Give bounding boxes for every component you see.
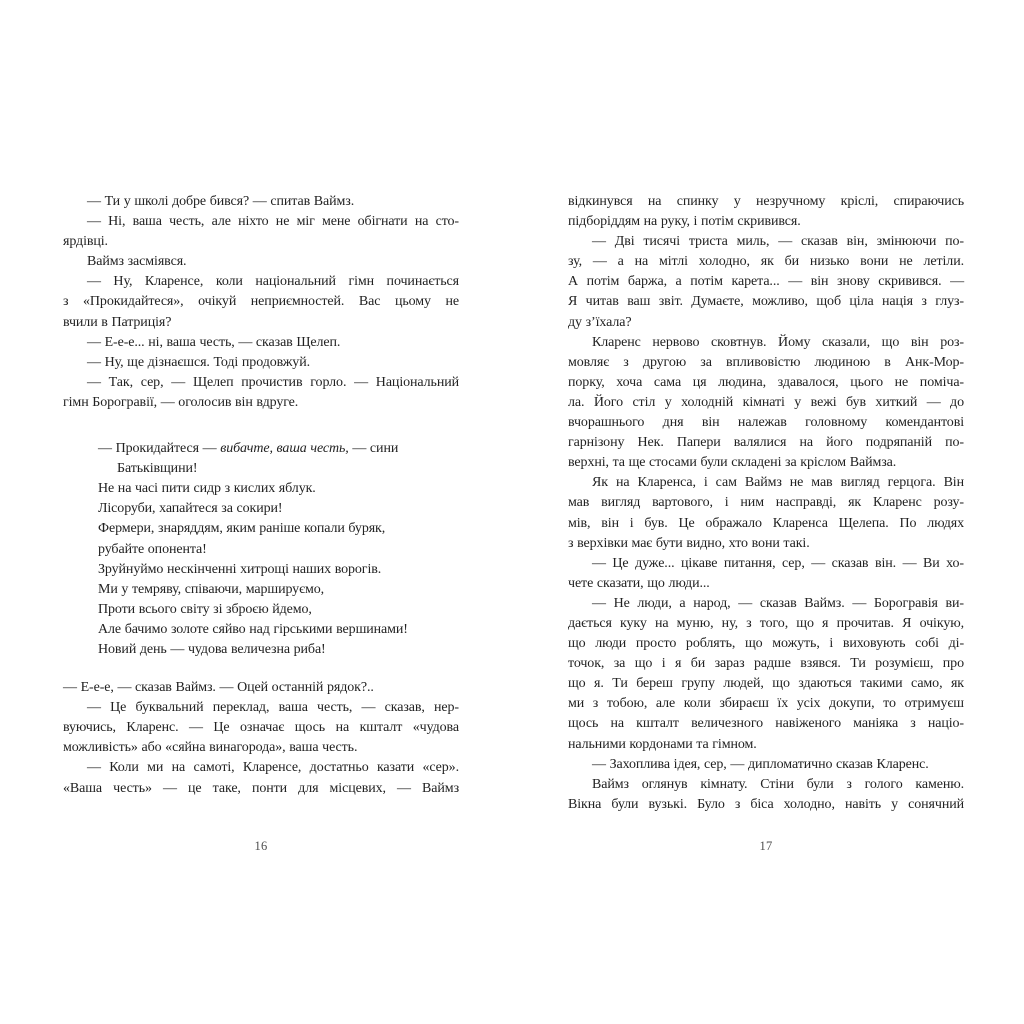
prose-block: [568, 192, 964, 815]
text-line: ду з’їхала?: [568, 314, 632, 330]
text-line: Батьківщини!: [117, 461, 198, 477]
text-line: мовляє з другою за впливовістю людиною в Анк-Мор-: [568, 354, 964, 370]
text-line: Ваймз засміявся.: [87, 254, 187, 270]
text-line: — Це буквальний переклад, ваша честь, — сказав, нер-: [87, 700, 459, 716]
page-16-text-column: [63, 192, 459, 799]
text-line: з «Прокидайтеся», очікуй неприємностей. Вас цьому не: [63, 294, 459, 310]
text-line: гарнізону Нек. Папери валялися на його подряпаній по-: [568, 435, 964, 451]
text-line: точок, за що і я би зараз радше взявся. Ти розумієш, про: [568, 656, 964, 672]
text-line: ла. Його стіл у холодній кімнаті у вежі був хиткий — до: [568, 394, 964, 410]
text-line: — Це дуже... цікаве питання, сер, — сказав він. — Ви хо-: [592, 555, 964, 571]
text-line: ми з тобою, але коли збираєш їх усіх докупи, то отримуєш: [568, 696, 964, 712]
text-line: — Ти у школі добре бився? — спитав Ваймз.: [87, 194, 355, 209]
text-line: щось на кшталт величезного навіженого маніяка з націо-: [568, 716, 964, 732]
text-line: що люди просто роблять, що можуть, і виховують собі ді-: [568, 636, 964, 652]
text-line: Я читав ваш звіт. Думаєте, можливо, щоб ціла нація з глуз-: [568, 294, 964, 310]
text-line: Вікна були вузькі. Було з біса холодно, навіть у сонячний: [568, 796, 964, 812]
prose-block: [63, 192, 459, 413]
text-span: — сини: [348, 441, 399, 457]
text-span: — Прокидайтеся —: [98, 441, 221, 457]
text-line: — Коли ми на самоті, Кларенсе, достатньо казати «сер».: [87, 760, 459, 776]
text-line: нальними кордонами та гімном.: [568, 736, 757, 752]
text-line: Не на часі пити сидр з кислих яблук.: [98, 481, 316, 497]
text-line: Ми у темряву, співаючи, маршируємо,: [98, 581, 325, 597]
text-line: порку, хоча сама ця людина, здавалося, цього не поміча-: [568, 374, 964, 390]
text-line: [98, 439, 459, 459]
text-line: Кларенс нервово сковтнув. Йому сказали, що він роз-: [592, 334, 964, 350]
text-line: підборіддям на руку, і потім скривився.: [568, 214, 801, 230]
text-line: можливість» або «сяйна винагорода», ваша честь.: [63, 740, 358, 756]
text-line: верхні, та ще стосами були складені за кріслом Ваймза.: [568, 455, 897, 471]
text-line: вчорашнього дня він належав головному комендантові: [568, 415, 964, 431]
text-line: — Е-е-е... ні, ваша честь, — сказав Щелеп.: [87, 334, 341, 350]
text-line: — Ну, Кларенсе, коли національний гімн починається: [87, 274, 459, 290]
page-number-right: 17: [759, 839, 773, 853]
text-line: Ваймз оглянув кімнату. Стіни були з голого каменю.: [592, 776, 964, 792]
text-line: чете сказати, що люди...: [568, 575, 710, 591]
text-line: — Ні, ваша честь, але ніхто не міг мене обігнати на сто-: [87, 214, 459, 230]
text-line: Фермери, знаряддям, яким раніше копали буряк,: [98, 521, 386, 537]
text-line: — Так, сер, — Щелеп прочистив горло. — Національний: [87, 374, 459, 390]
text-line: Лісоруби, хапайтеся за сокири!: [98, 501, 283, 517]
text-line: Новий день — чудова величезна риба!: [98, 641, 326, 657]
text-line: А потім баржа, а потім карета... — він знову скривився. —: [568, 274, 964, 290]
text-line: Як на Кларенса, і сам Ваймз не мав вигляд герцога. Він: [592, 475, 964, 491]
text-line: «Ваша честь» — це таке, понти для місцевих, — Ваймз: [63, 780, 459, 796]
text-line: вуючись, Кларенс. — Це означає щось на кшталт «чудова: [63, 720, 459, 736]
text-line: — Дві тисячі триста миль, — сказав він, змінюючи по-: [592, 234, 964, 250]
text-line: з верхівки має бути видно, хто вони такі.: [568, 535, 810, 551]
text-line: що я. Ти береш групу людей, що здаються такими само, як: [568, 676, 964, 692]
text-line: відкинувся на спинку у незручному кріслі, спираючись: [568, 194, 964, 209]
text-line: Зруйнуймо нескінченні хитрощі наших ворогів.: [98, 561, 382, 577]
text-line: — Ну, ще дізнаєшся. Тоді продовжуй.: [87, 354, 310, 370]
page-number-left: 16: [254, 839, 268, 853]
text-line: ярдівці.: [63, 234, 108, 250]
text-line: — Не люди, а народ, — сказав Ваймз. — Борогравія ви-: [592, 595, 964, 611]
text-line: — Захоплива ідея, сер, — дипломатично сказав Кларенс.: [592, 756, 929, 772]
text-line: Проти всього світу зі зброєю йдемо,: [98, 601, 312, 617]
prose-block: [63, 678, 459, 799]
text-line: рубайте опонента!: [98, 541, 207, 557]
text-line: мів, він і був. Це ображало Кларенса Щелепа. По людях: [568, 515, 964, 531]
text-line: вчили в Патриція?: [63, 314, 172, 330]
italic-phrase: вибачте, ваша честь,: [220, 441, 349, 457]
page-17-text-column: [568, 192, 964, 815]
text-line: дається куку на муню, ну, з того, що я прочитав. Я очікую,: [568, 615, 964, 631]
text-line: зу, — а на мітлі холодно, як би низько вони не летіли.: [568, 254, 964, 270]
anthem-block: [98, 439, 459, 660]
text-line: — Е-е-е, — сказав Ваймз. — Оцей останній рядок?..: [63, 680, 374, 696]
text-line: Але бачимо золоте сяйво над гірськими вершинами!: [98, 621, 408, 637]
text-line: гімн Борогравії, — оголосив він вдруге.: [63, 394, 299, 410]
text-line: мав вигляд вартового, і ним насправді, як Кларенс розу-: [568, 495, 964, 511]
